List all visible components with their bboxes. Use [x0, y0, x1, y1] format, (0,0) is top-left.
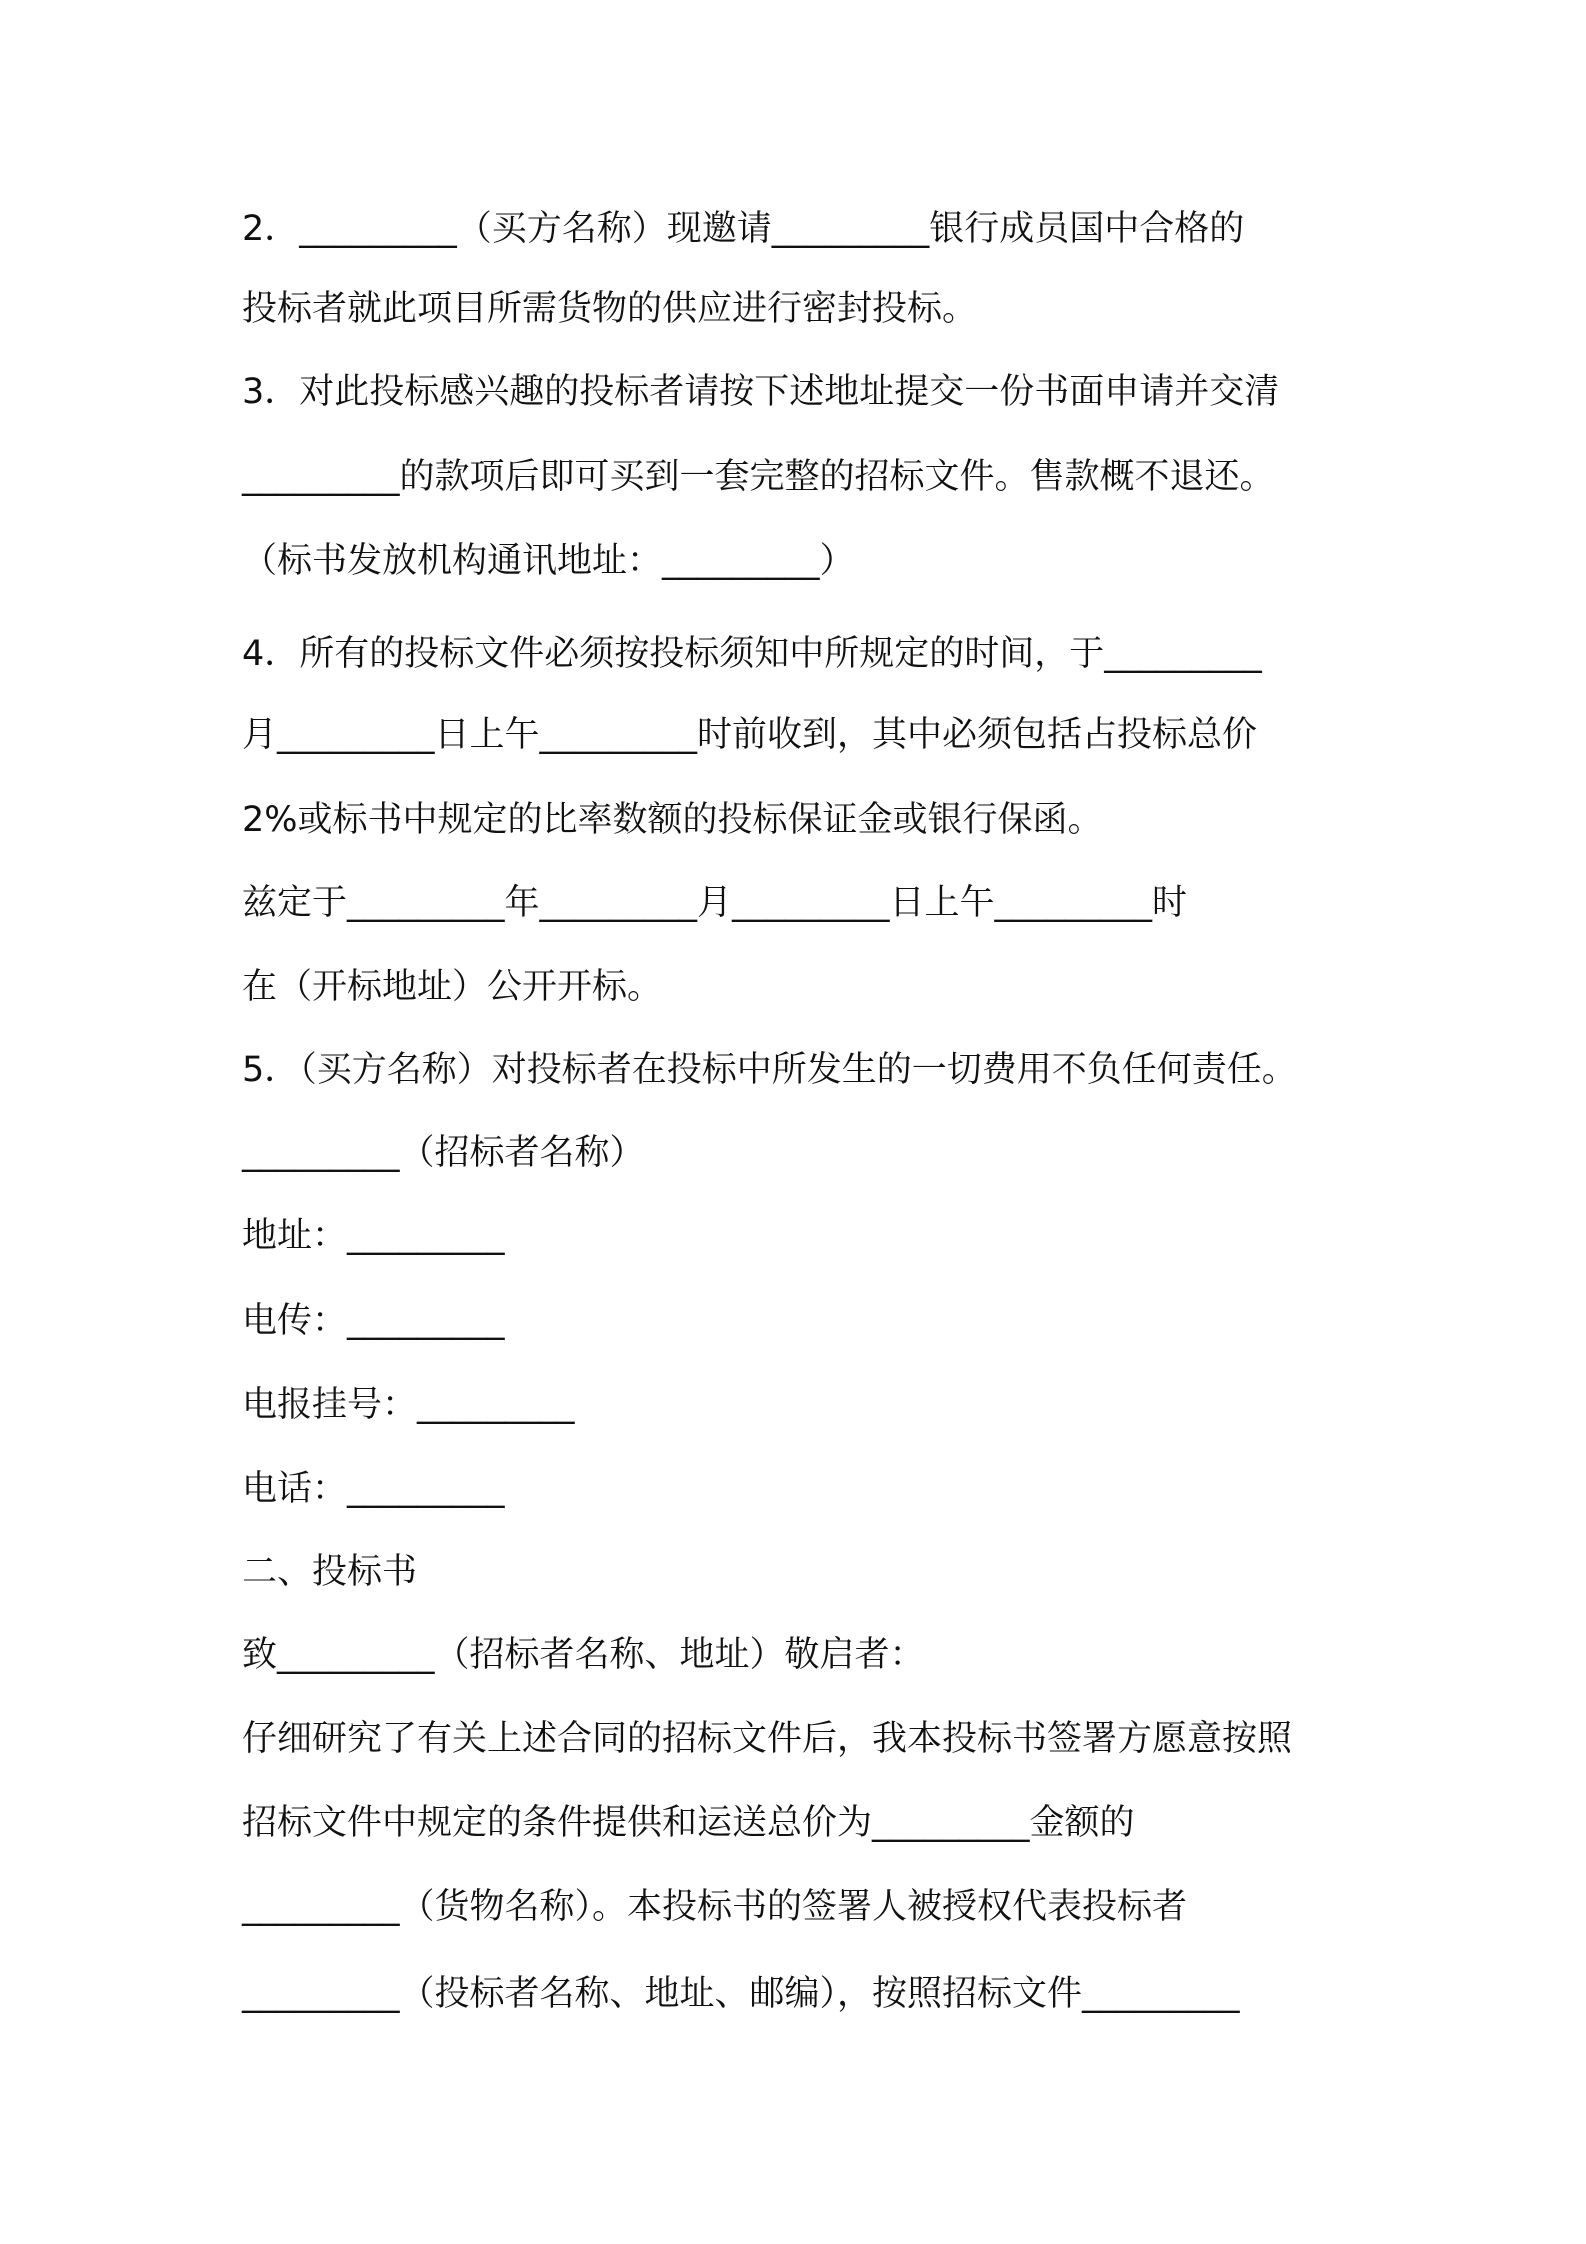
- text-line: 4．所有的投标文件必须按投标须知中所规定的时间，于_________: [242, 634, 1262, 674]
- text-line: 2．_________（买方名称）现邀请_________银行成员国中合格的: [242, 209, 1245, 249]
- text-line: 电报挂号：_________: [242, 1385, 575, 1425]
- text-line: 仔细研究了有关上述合同的招标文件后，我本投标书签署方愿意按照: [242, 1719, 1293, 1759]
- text-line: _________（货物名称）。本投标书的签署人被授权代表投标者: [242, 1887, 1188, 1927]
- text-line: 致_________（招标者名称、地址）敬启者：: [242, 1635, 925, 1675]
- text-line: 地址：_________: [242, 1216, 505, 1256]
- text-line: 电话：_________: [242, 1469, 505, 1509]
- text-line: 月_________日上午_________时前收到，其中必须包括占投标总价: [242, 715, 1258, 755]
- text-line: 在（开标地址）公开开标。: [242, 967, 663, 1007]
- text-line: 电传：_________: [242, 1301, 505, 1341]
- text-line: 5．（买方名称）对投标者在投标中所发生的一切费用不负任何责任。: [242, 1050, 1297, 1090]
- text-line: 招标文件中规定的条件提供和运送总价为_________金额的: [242, 1803, 1135, 1843]
- text-line: 2%或标书中规定的比率数额的投标保证金或银行保函。: [242, 800, 1103, 840]
- text-line: （标书发放机构通讯地址：_________）: [242, 541, 855, 581]
- text-line: 兹定于_________年_________月_________日上午_________时: [242, 883, 1188, 923]
- text-line: _________（投标者名称、地址、邮编），按照招标文件_________: [242, 1974, 1240, 2014]
- text-line: _________（招标者名称）: [242, 1133, 645, 1173]
- text-line: _________的款项后即可买到一套完整的招标文件。售款概不退还。: [242, 457, 1275, 497]
- section-heading: 二、投标书: [242, 1552, 418, 1592]
- text-line: 投标者就此项目所需货物的供应进行密封投标。: [242, 289, 978, 329]
- text-line: 3．对此投标感兴趣的投标者请按下述地址提交一份书面申请并交清: [242, 372, 1280, 412]
